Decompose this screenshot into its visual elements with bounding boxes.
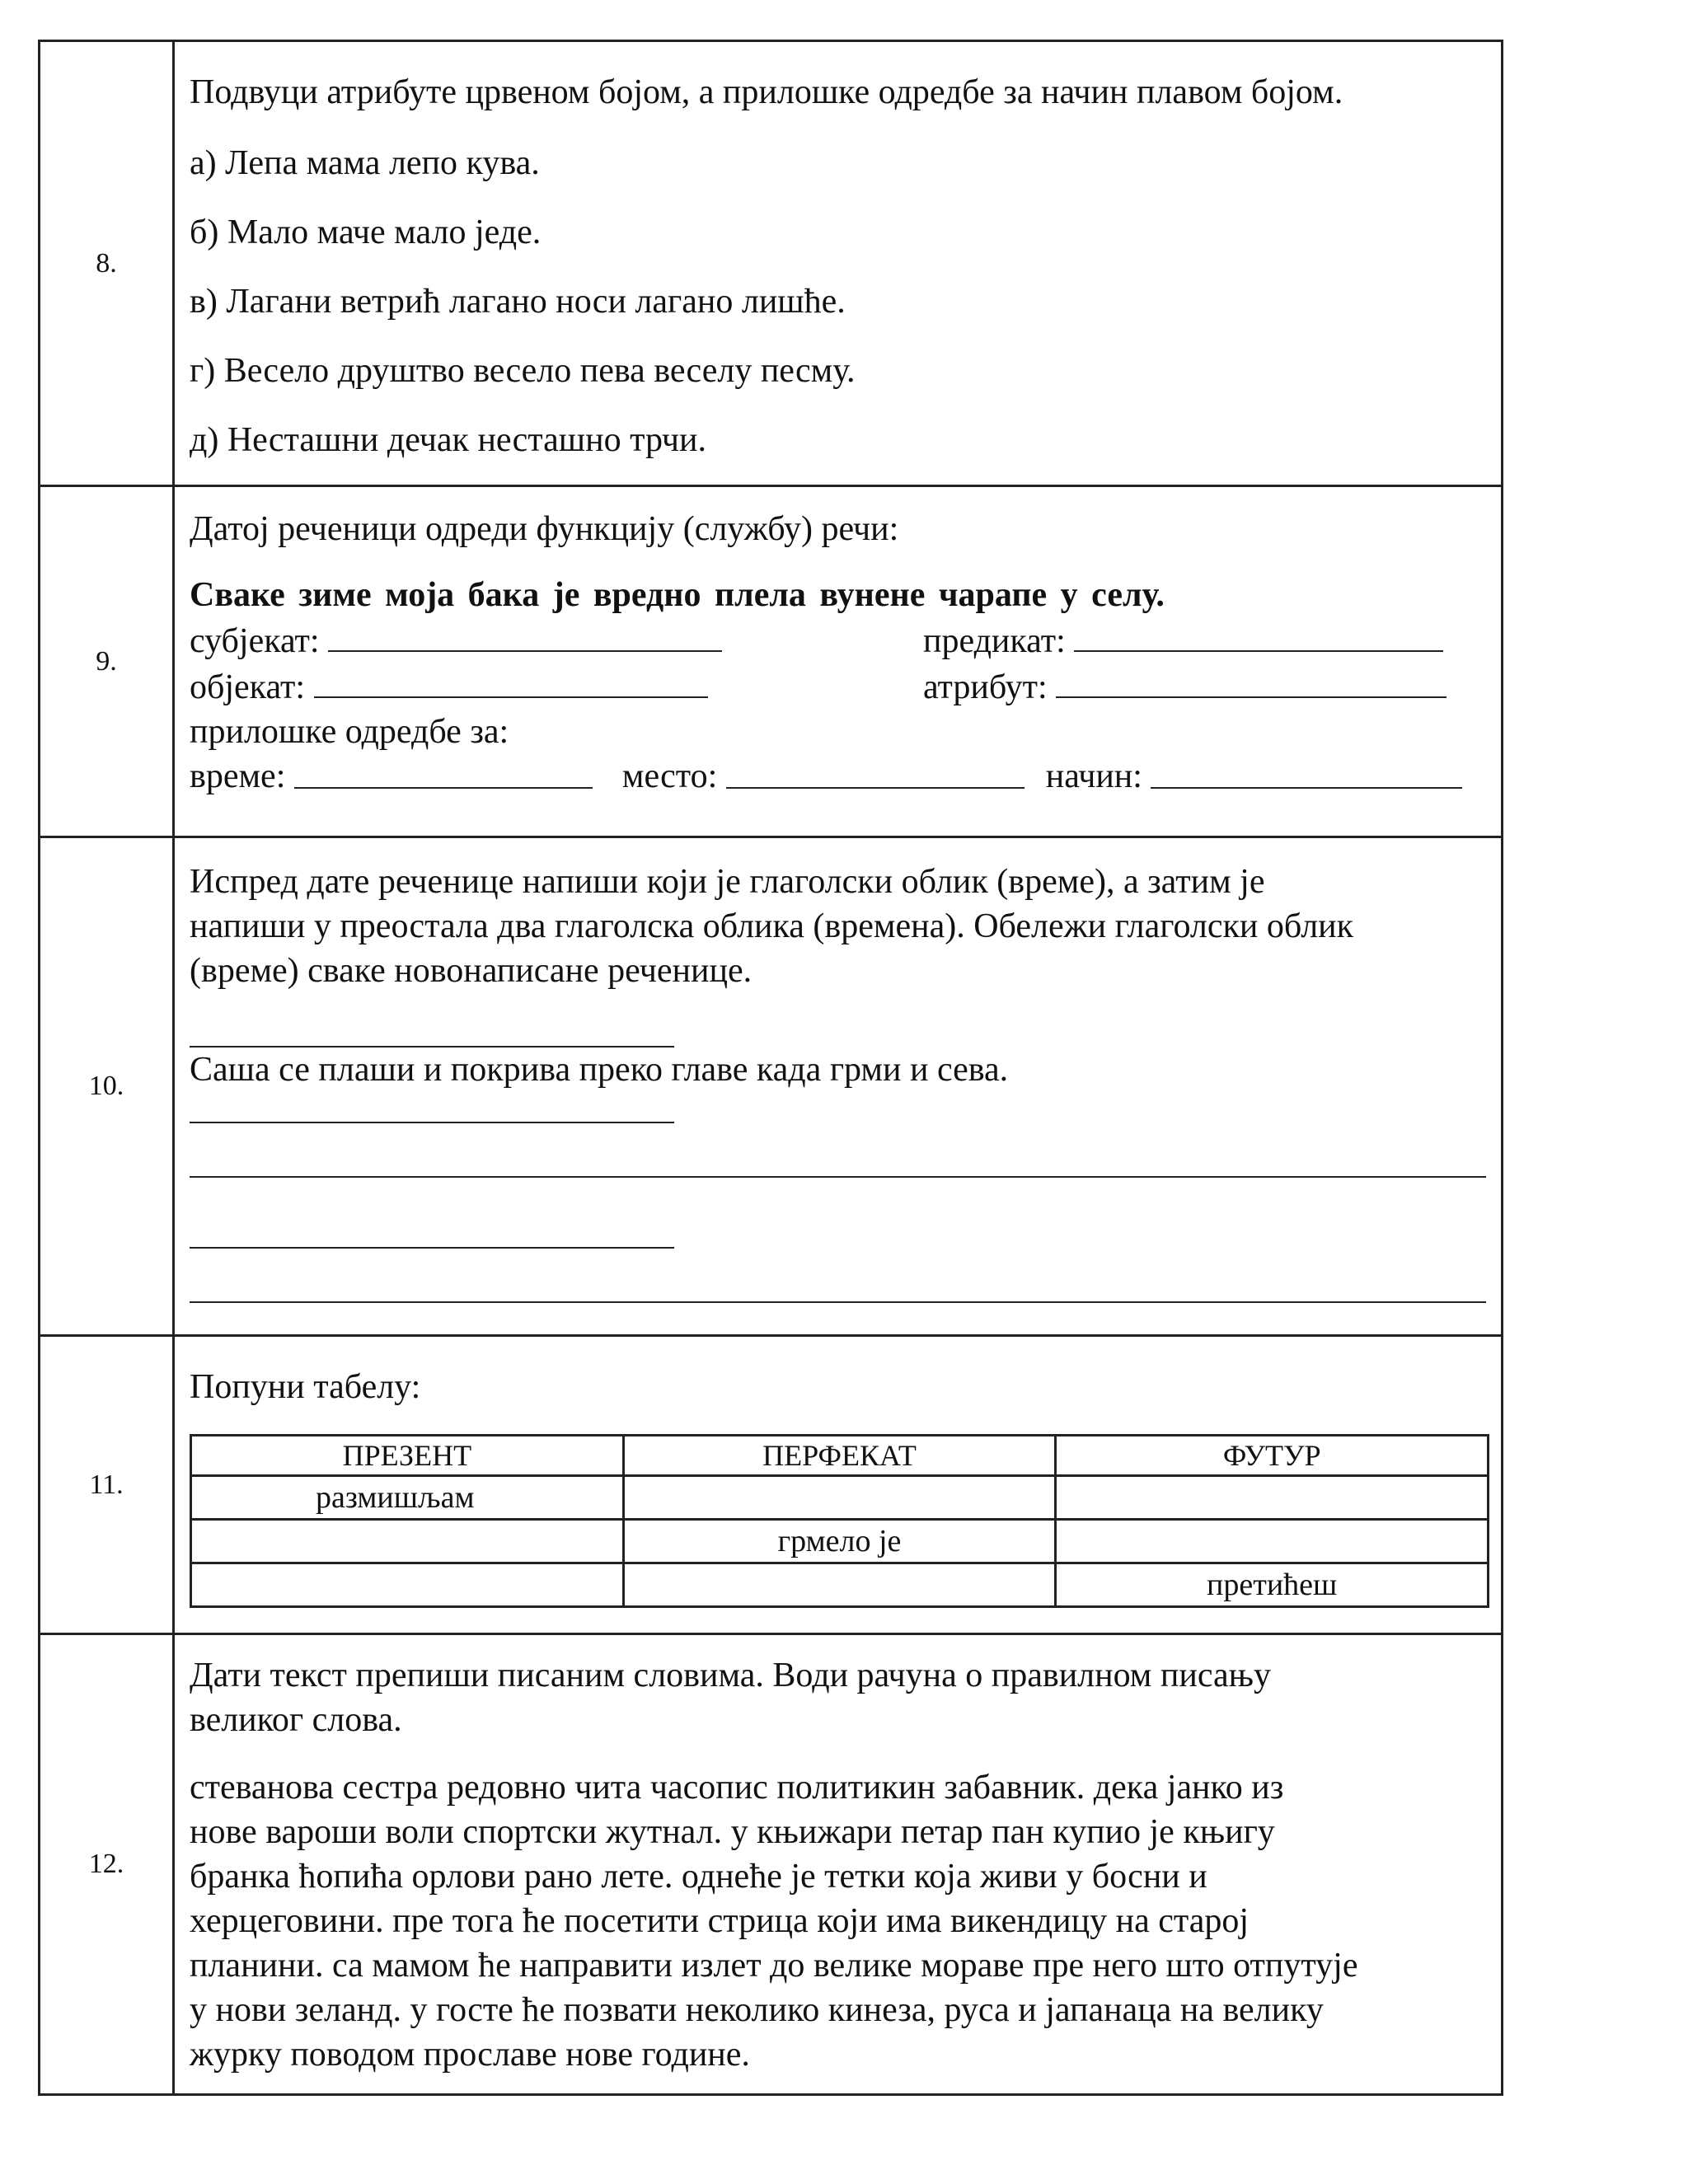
place-blank[interactable]: [726, 754, 1025, 789]
task-instruction: напиши у преостала два глаголска облика (времена). Обележи глаголски облик: [190, 907, 1354, 945]
task-body: [174, 1634, 1503, 2095]
table-cell[interactable]: [623, 1563, 1056, 1607]
task-row-8: [40, 41, 1503, 486]
task-row-9: [40, 486, 1503, 837]
time-label: време:: [190, 757, 286, 795]
text-line: бранка ћопића орлови рано лете. однеће је тетки која живи у босни и: [190, 1858, 1207, 1896]
subject-label: субјекат:: [190, 622, 320, 660]
task-instruction: Датој реченици одреди функцију (службу) речи:: [190, 510, 899, 548]
answer-line[interactable]: [190, 1249, 1486, 1303]
task-body: [174, 1336, 1503, 1634]
answer-line: [190, 663, 1486, 710]
task-number: 8.: [40, 41, 174, 486]
place-label: место:: [621, 757, 718, 795]
table-cell[interactable]: [1056, 1476, 1489, 1520]
task-row-12: [40, 1634, 1503, 2095]
task-instruction: Дати текст препиши писаним словима. Води рачуна о правилном писању: [190, 1657, 1272, 1694]
table-header: ПРЕЗЕНТ: [191, 1436, 624, 1476]
task-instruction: великог слова.: [190, 1701, 402, 1739]
attribute-label: атрибут:: [923, 668, 1048, 706]
task-row-10: [40, 837, 1503, 1336]
text-line: нове вароши воли спортски жутнал. у књижари петар пан купио је књигу: [190, 1813, 1275, 1851]
adverbials-label: прилошке одредбе за:: [190, 713, 509, 751]
task-body: [174, 837, 1503, 1336]
task-instruction: Испред дате реченице напиши који је глаголски облик (време), а затим је: [190, 863, 1265, 901]
table-cell[interactable]: [191, 1563, 624, 1607]
predicate-label: предикат:: [923, 622, 1066, 660]
table-header-row: [191, 1436, 1489, 1476]
task-sentence: Саша се плаши и покрива преко главе када грми и сева.: [190, 1051, 1009, 1089]
table-cell[interactable]: [1056, 1520, 1489, 1563]
answer-line: [190, 617, 1486, 663]
answer-blank[interactable]: [190, 1000, 674, 1047]
answer-blank[interactable]: [190, 1178, 674, 1249]
list-item: д) Несташни дечак несташно трчи.: [190, 421, 707, 459]
manner-label: начин:: [1045, 757, 1142, 795]
tense-table: [190, 1434, 1489, 1608]
object-label: објекат:: [190, 668, 306, 706]
task-instruction: Подвуци атрибуте црвеном бојом, а прилошке одредбе за начин плавом бојом.: [190, 73, 1343, 111]
worksheet-table: [38, 40, 1503, 2096]
attribute-blank[interactable]: [1056, 663, 1447, 698]
answer-line[interactable]: [190, 1123, 1486, 1178]
answer-line: [190, 754, 1486, 799]
table-cell: претићеш: [1056, 1563, 1489, 1607]
task-number: 10.: [40, 837, 174, 1336]
list-item: б) Мало маче мало једе.: [190, 213, 542, 251]
table-row: [191, 1476, 1489, 1520]
text-line: у нови зеланд. у госте ће позвати неколико кинеза, руса и јапанаца на велику: [190, 1991, 1324, 2029]
task-instruction: Попуни табелу:: [190, 1368, 421, 1406]
table-cell[interactable]: [623, 1476, 1056, 1520]
predicate-blank[interactable]: [1074, 617, 1443, 652]
table-header: ФУТУР: [1056, 1436, 1489, 1476]
table-row: [191, 1520, 1489, 1563]
table-header: ПЕРФЕКАТ: [623, 1436, 1056, 1476]
object-blank[interactable]: [314, 663, 708, 698]
list-item: а) Лепа мама лепо кува.: [190, 144, 540, 182]
task-body: [174, 41, 1503, 486]
time-blank[interactable]: [294, 754, 593, 789]
text-line: херцеговини. пре тога ће посетити стрица који има викендицу на старој: [190, 1902, 1250, 1940]
list-item: в) Лагани ветрић лагано носи лагано лишће.: [190, 283, 846, 321]
subject-blank[interactable]: [328, 617, 722, 652]
table-cell[interactable]: [191, 1520, 624, 1563]
task-number: 9.: [40, 486, 174, 837]
manner-blank[interactable]: [1151, 754, 1462, 789]
task-instruction: (време) сваке новонаписане реченице.: [190, 952, 753, 990]
answer-blank[interactable]: [190, 1092, 674, 1123]
text-line: стеванова сестра редовно чита часопис политикин забавник. дека јанко из: [190, 1769, 1284, 1807]
table-cell: размишљам: [191, 1476, 624, 1520]
task-number: 12.: [40, 1634, 174, 2095]
task-body: [174, 486, 1503, 837]
table-cell: грмело је: [623, 1520, 1056, 1563]
list-item: г) Весело друштво весело пева веселу песму.: [190, 352, 856, 390]
task-row-11: [40, 1336, 1503, 1634]
table-row: [191, 1563, 1489, 1607]
task-sentence: Сваке зиме моја бака је вредно плела вунене чарапе у селу.: [190, 576, 1165, 614]
text-line: планини. са мамом ће направити излет до велике мораве пре него што отпутује: [190, 1947, 1358, 1985]
text-line: журку поводом прославе нове године.: [190, 2036, 750, 2074]
task-number: 11.: [40, 1336, 174, 1634]
